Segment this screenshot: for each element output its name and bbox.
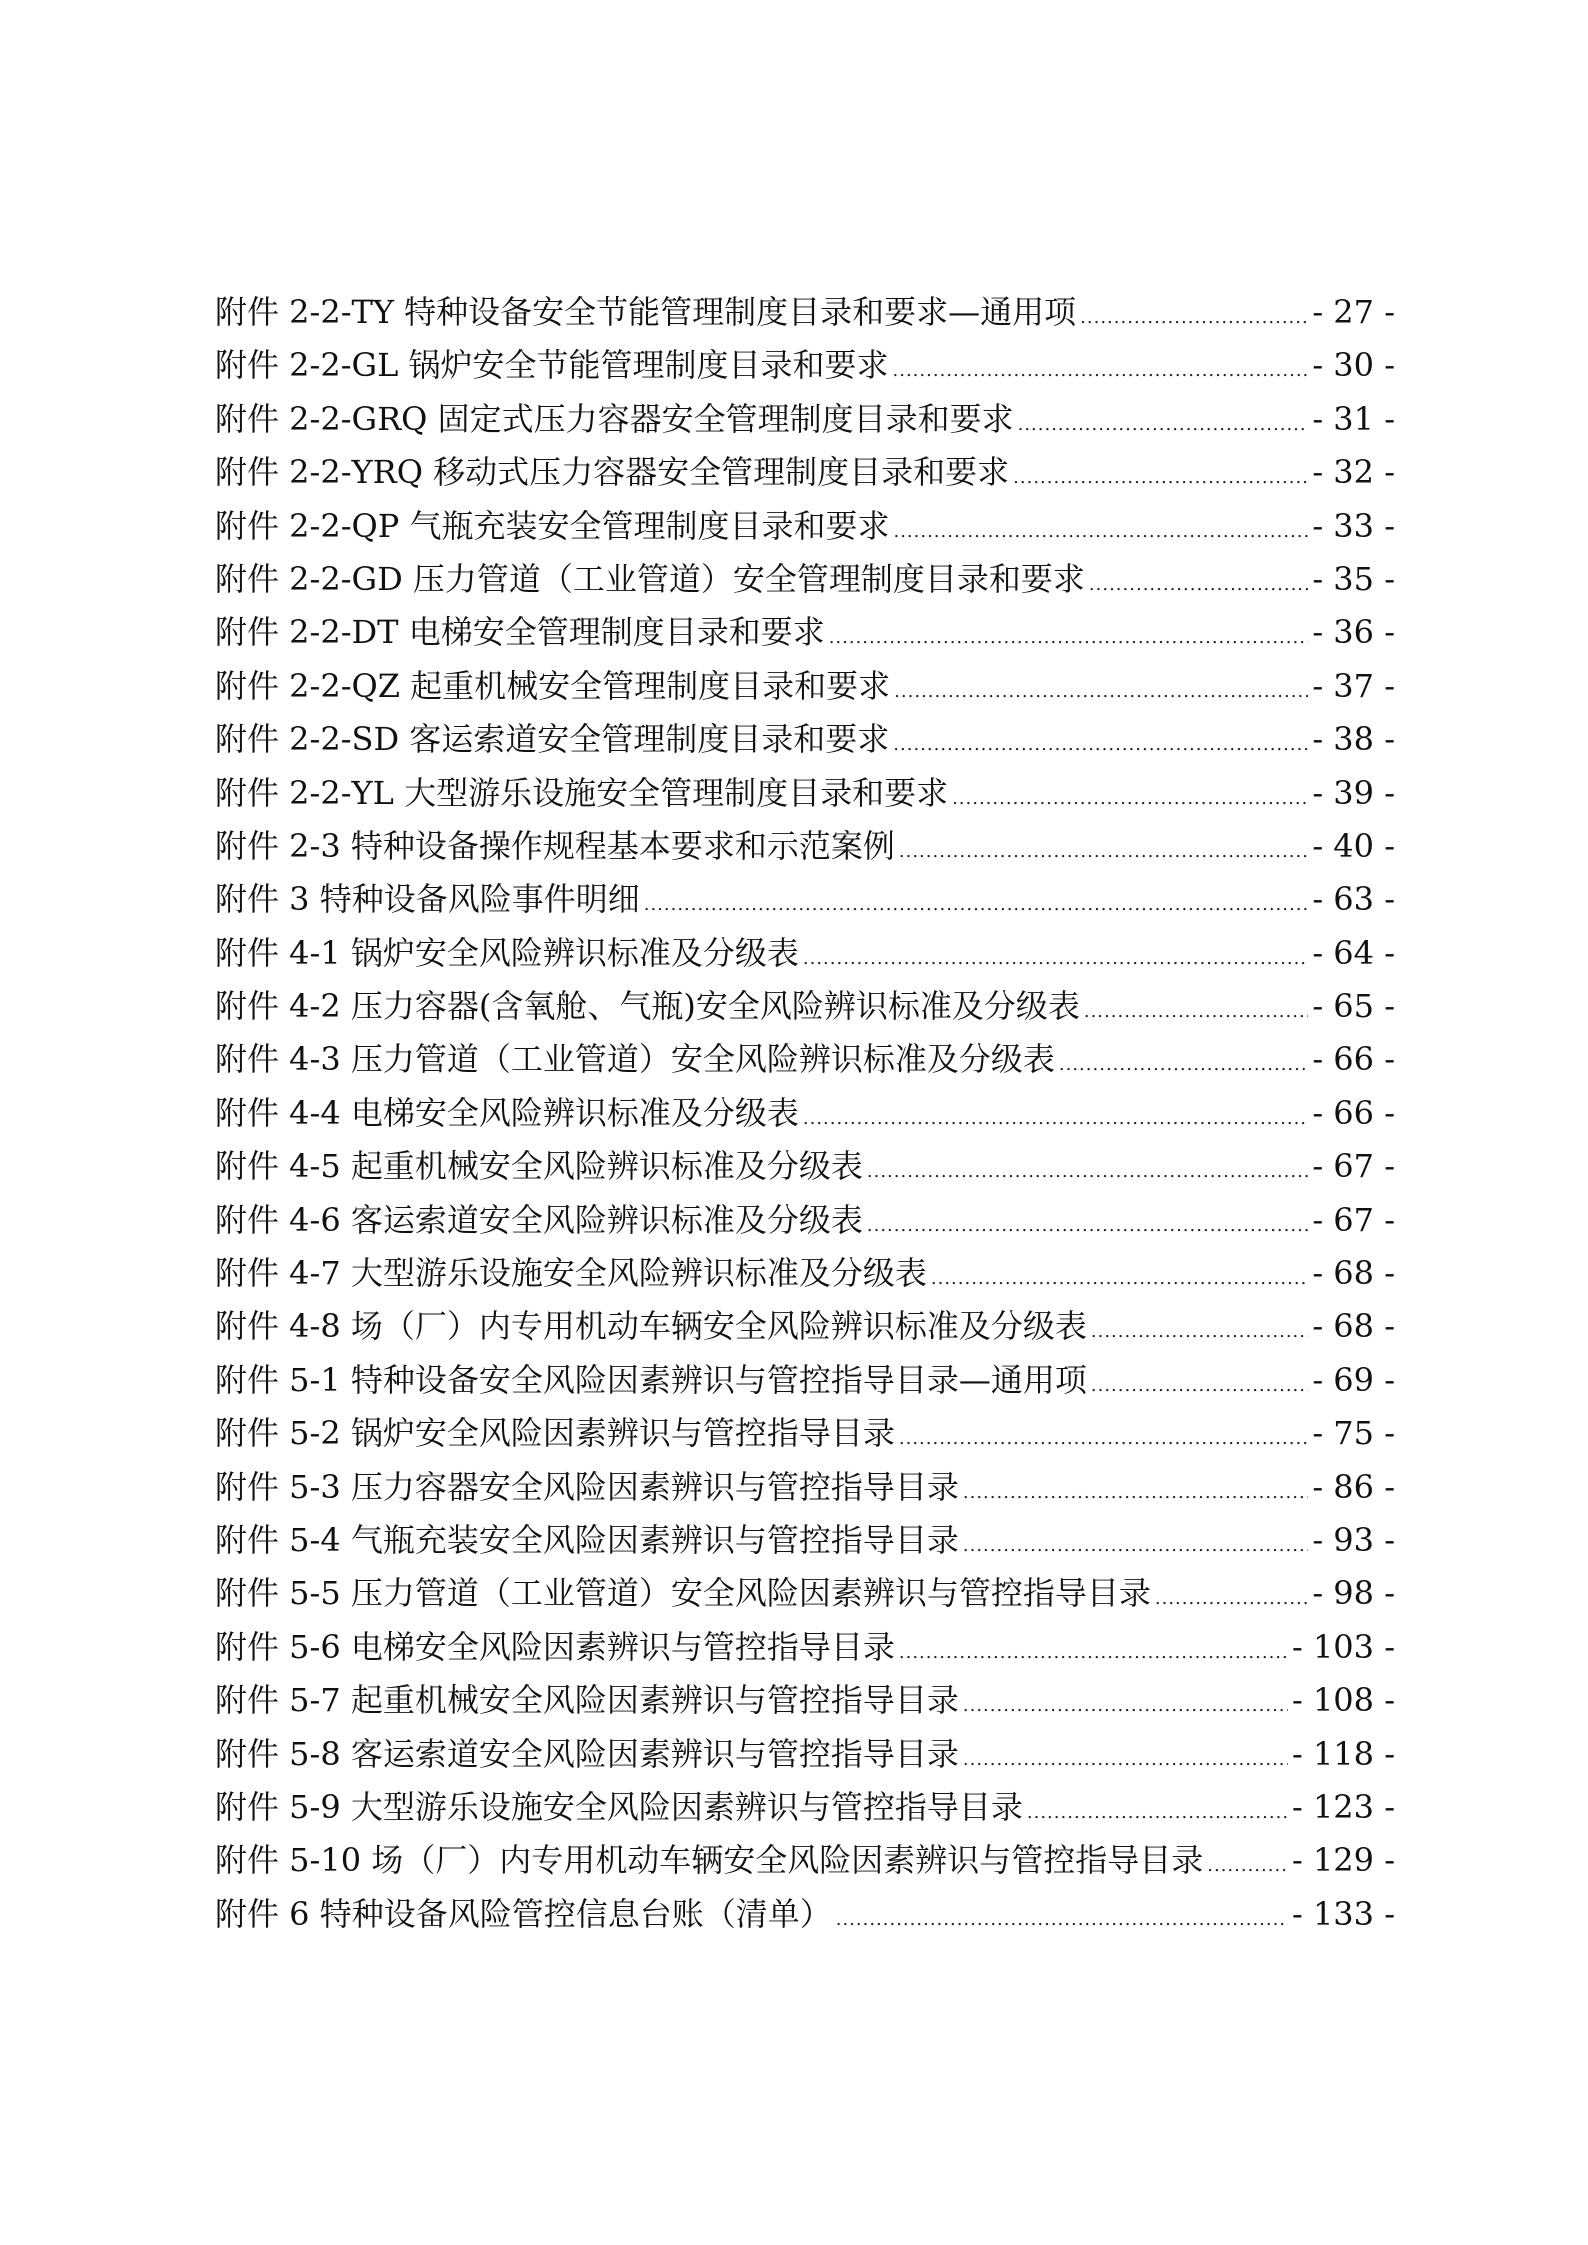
toc-entry[interactable] xyxy=(215,820,1395,873)
toc-dot-leader xyxy=(1013,451,1308,504)
toc-entry-page-number: - 68 - xyxy=(1312,1254,1395,1293)
toc-dot-leader xyxy=(836,1893,1288,1946)
toc-dot-leader xyxy=(893,344,1309,397)
toc-entry-title: 附件 2-2-QZ 起重机械安全管理制度目录和要求 xyxy=(215,666,891,705)
table-of-contents xyxy=(215,286,1395,1941)
toc-entry-page-number: - 63 - xyxy=(1312,880,1395,919)
toc-dot-leader xyxy=(1207,1839,1288,1892)
toc-entry-title: 附件 5-10 场（厂）内专用机动车辆安全风险因素辨识与管控指导目录 xyxy=(215,1841,1204,1880)
toc-entry[interactable] xyxy=(215,500,1395,553)
toc-entry-title: 附件 2-2-YRQ 移动式压力容器安全管理制度目录和要求 xyxy=(215,453,1010,492)
toc-entry[interactable] xyxy=(215,1140,1395,1193)
toc-entry-title: 附件 2-2-TY 特种设备安全节能管理制度目录和要求—通用项 xyxy=(215,293,1077,331)
toc-entry-page-number: - 93 - xyxy=(1312,1520,1395,1559)
toc-entry-page-number: - 129 - xyxy=(1291,1841,1395,1880)
toc-entry-title: 附件 2-2-GD 压力管道（工业管道）安全管理制度目录和要求 xyxy=(215,559,1085,598)
toc-entry[interactable] xyxy=(215,1354,1395,1407)
toc-entry[interactable] xyxy=(215,1834,1395,1887)
toc-dot-leader xyxy=(1027,1786,1288,1839)
toc-dot-leader xyxy=(899,1412,1308,1465)
toc-entry-title: 附件 2-3 特种设备操作规程基本要求和示范案例 xyxy=(215,826,895,865)
toc-entry[interactable] xyxy=(215,286,1395,339)
toc-entry[interactable] xyxy=(215,927,1395,980)
toc-entry-title: 附件 2-2-QP 气瓶充装安全管理制度目录和要求 xyxy=(215,506,890,545)
toc-entry-page-number: - 39 - xyxy=(1312,773,1395,812)
toc-entry-page-number: - 66 - xyxy=(1312,1093,1395,1132)
toc-entry-title: 附件 5-7 起重机械安全风险因素辨识与管控指导目录 xyxy=(215,1681,959,1720)
toc-dot-leader xyxy=(1091,1305,1308,1358)
toc-entry-page-number: - 69 - xyxy=(1312,1360,1395,1399)
toc-entry-title: 附件 5-4 气瓶充装安全风险因素辨识与管控指导目录 xyxy=(215,1520,959,1559)
toc-entry-title: 附件 2-2-GRQ 固定式压力容器安全管理制度目录和要求 xyxy=(215,399,1014,438)
toc-dot-leader xyxy=(644,878,1309,931)
toc-entry-page-number: - 103 - xyxy=(1291,1627,1395,1666)
toc-entry[interactable] xyxy=(215,1781,1395,1834)
toc-entry-page-number: - 123 - xyxy=(1291,1787,1395,1826)
toc-entry-title: 附件 4-7 大型游乐设施安全风险辨识标准及分级表 xyxy=(215,1254,927,1293)
toc-dot-leader xyxy=(931,1252,1308,1305)
toc-entry-title: 附件 4-2 压力容器(含氧舱、气瓶)安全风险辨识标准及分级表 xyxy=(215,987,1080,1026)
toc-entry-page-number: - 33 - xyxy=(1312,506,1395,545)
toc-entry-title: 附件 5-9 大型游乐设施安全风险因素辨识与管控指导目录 xyxy=(215,1787,1023,1826)
toc-entry-title: 附件 4-6 客运索道安全风险辨识标准及分级表 xyxy=(215,1200,863,1239)
toc-dot-leader xyxy=(963,1733,1288,1786)
toc-entry-page-number: - 30 - xyxy=(1312,346,1395,385)
toc-entry[interactable] xyxy=(215,660,1395,713)
toc-entry-title: 附件 2-2-DT 电梯安全管理制度目录和要求 xyxy=(215,613,825,652)
toc-entry-page-number: - 75 - xyxy=(1312,1414,1395,1453)
toc-entry[interactable] xyxy=(215,1247,1395,1300)
toc-entry-page-number: - 133 - xyxy=(1291,1894,1395,1933)
toc-entry-title: 附件 4-8 场（厂）内专用机动车辆安全风险辨识标准及分级表 xyxy=(215,1307,1087,1346)
toc-entry-title: 附件 5-6 电梯安全风险因素辨识与管控指导目录 xyxy=(215,1627,895,1666)
toc-dot-leader xyxy=(1155,1572,1308,1625)
toc-entry[interactable] xyxy=(215,1888,1395,1941)
toc-entry[interactable] xyxy=(215,1674,1395,1727)
toc-dot-leader xyxy=(963,1679,1288,1732)
toc-entry-title: 附件 2-2-YL 大型游乐设施安全管理制度目录和要求 xyxy=(215,773,949,812)
toc-dot-leader xyxy=(803,932,1308,985)
toc-entry-page-number: - 32 - xyxy=(1312,453,1395,492)
toc-entry[interactable] xyxy=(215,713,1395,766)
toc-entry-page-number: - 98 - xyxy=(1312,1574,1395,1613)
toc-dot-leader xyxy=(894,665,1308,718)
toc-entry[interactable] xyxy=(215,1033,1395,1086)
toc-entry[interactable] xyxy=(215,1300,1395,1353)
toc-entry-title: 附件 5-2 锅炉安全风险因素辨识与管控指导目录 xyxy=(215,1414,895,1453)
toc-dot-leader xyxy=(1018,398,1309,451)
toc-entry[interactable] xyxy=(215,1407,1395,1460)
toc-entry[interactable] xyxy=(215,1514,1395,1567)
toc-entry-page-number: - 108 - xyxy=(1291,1681,1395,1720)
toc-entry-page-number: - 38 - xyxy=(1312,720,1395,759)
toc-entry[interactable] xyxy=(215,1194,1395,1247)
toc-dot-leader xyxy=(1089,558,1308,611)
toc-entry[interactable] xyxy=(215,393,1395,446)
toc-entry-page-number: - 67 - xyxy=(1312,1147,1395,1186)
toc-entry-page-number: - 35 - xyxy=(1312,559,1395,598)
toc-entry[interactable] xyxy=(215,606,1395,659)
toc-entry-title: 附件 5-1 特种设备安全风险因素辨识与管控指导目录—通用项 xyxy=(215,1360,1087,1399)
toc-entry[interactable] xyxy=(215,873,1395,926)
toc-dot-leader xyxy=(1059,1038,1308,1091)
toc-entry-page-number: - 86 - xyxy=(1312,1467,1395,1506)
toc-entry-page-number: - 37 - xyxy=(1312,666,1395,705)
toc-dot-leader xyxy=(867,1199,1308,1252)
toc-dot-leader xyxy=(899,1626,1288,1679)
toc-entry-title: 附件 4-1 锅炉安全风险辨识标准及分级表 xyxy=(215,933,799,972)
toc-entry-title: 附件 5-8 客运索道安全风险因素辨识与管控指导目录 xyxy=(215,1734,959,1773)
toc-entry[interactable] xyxy=(215,1567,1395,1620)
toc-entry-title: 附件 4-3 压力管道（工业管道）安全风险辨识标准及分级表 xyxy=(215,1040,1055,1079)
toc-entry-page-number: - 64 - xyxy=(1312,933,1395,972)
toc-entry-title: 附件 2-2-GL 锅炉安全节能管理制度目录和要求 xyxy=(215,346,889,385)
toc-entry-page-number: - 40 - xyxy=(1312,826,1395,865)
toc-entry-page-number: - 65 - xyxy=(1312,987,1395,1026)
toc-dot-leader xyxy=(963,1519,1308,1572)
toc-entry-title: 附件 4-5 起重机械安全风险辨识标准及分级表 xyxy=(215,1147,863,1186)
toc-dot-leader xyxy=(963,1466,1308,1519)
toc-dot-leader xyxy=(1084,985,1308,1038)
toc-entry-page-number: - 68 - xyxy=(1312,1307,1395,1346)
toc-entry[interactable] xyxy=(215,1461,1395,1514)
toc-dot-leader xyxy=(803,1092,1308,1145)
toc-entry[interactable] xyxy=(215,1728,1395,1781)
toc-entry[interactable] xyxy=(215,1621,1395,1674)
toc-dot-leader xyxy=(1080,291,1308,344)
toc-dot-leader xyxy=(952,772,1308,825)
toc-entry-page-number: - 27 - xyxy=(1312,293,1395,331)
toc-entry-page-number: - 67 - xyxy=(1312,1200,1395,1239)
toc-dot-leader xyxy=(867,1145,1308,1198)
toc-dot-leader xyxy=(1091,1359,1308,1412)
toc-entry[interactable] xyxy=(215,339,1395,392)
toc-dot-leader xyxy=(893,718,1308,771)
toc-entry-page-number: - 31 - xyxy=(1312,399,1395,438)
toc-entry-title: 附件 2-2-SD 客运索道安全管理制度目录和要求 xyxy=(215,720,890,759)
toc-dot-leader xyxy=(899,825,1308,878)
toc-entry-title: 附件 4-4 电梯安全风险辨识标准及分级表 xyxy=(215,1093,799,1132)
toc-dot-leader xyxy=(893,505,1308,558)
toc-entry-page-number: - 118 - xyxy=(1291,1734,1395,1773)
toc-entry-title: 附件 3 特种设备风险事件明细 xyxy=(215,880,640,919)
toc-entry-page-number: - 66 - xyxy=(1312,1040,1395,1079)
toc-entry-title: 附件 5-5 压力管道（工业管道）安全风险因素辨识与管控指导目录 xyxy=(215,1574,1151,1613)
toc-entry[interactable] xyxy=(215,1087,1395,1140)
toc-dot-leader xyxy=(829,611,1309,664)
toc-entry-title: 附件 6 特种设备风险管控信息台账（清单） xyxy=(215,1894,832,1933)
toc-entry[interactable] xyxy=(215,446,1395,499)
toc-entry[interactable] xyxy=(215,980,1395,1033)
toc-entry-title: 附件 5-3 压力容器安全风险因素辨识与管控指导目录 xyxy=(215,1467,959,1506)
toc-entry[interactable] xyxy=(215,767,1395,820)
toc-entry[interactable] xyxy=(215,553,1395,606)
toc-entry-page-number: - 36 - xyxy=(1312,613,1395,652)
